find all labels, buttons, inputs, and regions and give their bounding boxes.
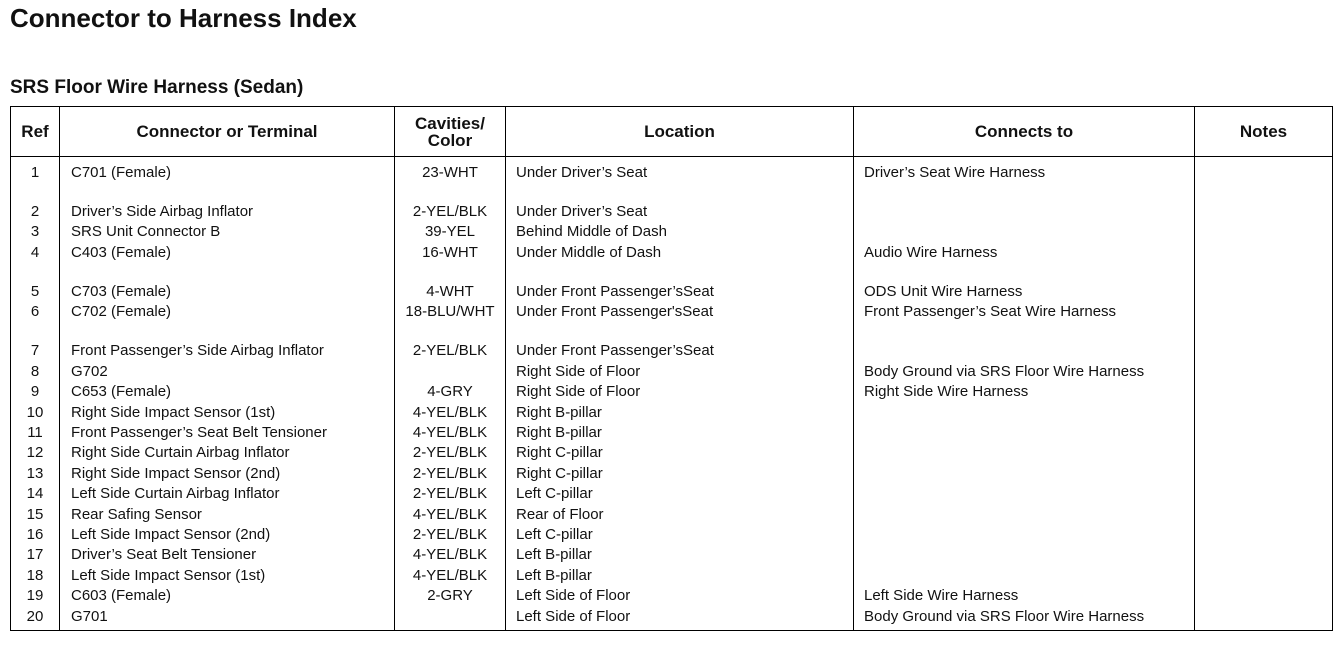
cell-connects-to: Front Passenger’s Seat Wire Harness: [864, 303, 1117, 320]
cell-ref: 10: [26, 404, 44, 421]
cell-location: Under Middle of Dash: [516, 244, 662, 261]
cell-ref: 11: [27, 424, 43, 441]
cell-cavities: 4-GRY: [427, 383, 473, 400]
harness-index-table: [10, 106, 1333, 631]
cell-connector: Left Side Curtain Airbag Inflator: [71, 485, 280, 502]
cell-connector: C603 (Female): [71, 587, 172, 604]
cell-ref: 8: [30, 363, 40, 380]
cell-location: Under Driver’s Seat: [516, 203, 648, 220]
column-divider: [505, 107, 506, 630]
cell-ref: 4: [30, 244, 40, 261]
cell-ref: 12: [26, 444, 44, 461]
column-divider: [59, 107, 60, 630]
cell-location: Left B-pillar: [516, 567, 592, 584]
cell-connector: C702 (Female): [71, 303, 172, 320]
cell-connector: Driver’s Seat Belt Tensioner: [71, 546, 257, 563]
cell-location: Left B-pillar: [516, 546, 592, 563]
cell-connects-to: Audio Wire Harness: [864, 244, 998, 261]
cell-cavities: 18-BLU/WHT: [405, 303, 495, 320]
cell-ref: 19: [26, 587, 44, 604]
header-connector: Connector or Terminal: [136, 122, 318, 141]
cell-cavities: 2-YEL/BLK: [412, 465, 488, 482]
cell-location: Under Front Passenger’sSeat: [516, 283, 714, 300]
cell-ref: 16: [26, 526, 44, 543]
cell-location: Left C-pillar: [516, 485, 593, 502]
cell-location: Right B-pillar: [516, 424, 602, 441]
cell-ref: 13: [26, 465, 44, 482]
cell-ref: 3: [30, 223, 40, 240]
column-divider: [853, 107, 854, 630]
cell-connects-to: Body Ground via SRS Floor Wire Harness: [864, 608, 1145, 625]
cell-location: Under Front Passenger’sSeat: [516, 342, 714, 359]
cell-ref: 2: [30, 203, 40, 220]
cell-cavities: 39-YEL: [424, 223, 476, 240]
cell-connector: SRS Unit Connector B: [71, 223, 221, 240]
cell-ref: 18: [26, 567, 44, 584]
cell-ref: 7: [30, 342, 40, 359]
cell-connector: C701 (Female): [71, 164, 172, 181]
header-location: Location: [644, 122, 715, 141]
cell-connector: G702: [71, 363, 108, 380]
cell-connector: Front Passenger’s Seat Belt Tensioner: [71, 424, 327, 441]
cell-cavities: 2-YEL/BLK: [412, 485, 488, 502]
section-title: SRS Floor Wire Harness (Sedan): [10, 77, 304, 98]
cell-cavities: 4-WHT: [426, 283, 474, 300]
cell-cavities: 4-YEL/BLK: [412, 567, 488, 584]
cell-location: Right C-pillar: [516, 465, 603, 482]
cell-connects-to: Right Side Wire Harness: [864, 383, 1029, 400]
cell-ref: 15: [26, 506, 44, 523]
cell-cavities: 4-YEL/BLK: [412, 404, 488, 421]
cell-connector: Left Side Impact Sensor (2nd): [71, 526, 271, 543]
cell-connector: Right Side Impact Sensor (2nd): [71, 465, 281, 482]
cell-cavities: 2-YEL/BLK: [412, 203, 488, 220]
cell-connector: Rear Safing Sensor: [71, 506, 202, 523]
cell-ref: 9: [30, 383, 40, 400]
cell-location: Rear of Floor: [516, 506, 604, 523]
cell-connects-to: Body Ground via SRS Floor Wire Harness: [864, 363, 1145, 380]
cell-cavities: 2-GRY: [427, 587, 473, 604]
cell-location: Behind Middle of Dash: [516, 223, 667, 240]
cell-connector: C653 (Female): [71, 383, 172, 400]
cell-location: Right C-pillar: [516, 444, 603, 461]
cell-connector: C403 (Female): [71, 244, 172, 261]
column-divider: [1194, 107, 1195, 630]
cell-location: Right Side of Floor: [516, 363, 641, 380]
cell-location: Under Front Passenger'sSeat: [516, 303, 714, 320]
header-connects-to: Connects to: [974, 122, 1074, 141]
cell-location: Right B-pillar: [516, 404, 602, 421]
cell-cavities: 4-YEL/BLK: [412, 546, 488, 563]
cell-connector: Left Side Impact Sensor (1st): [71, 567, 266, 584]
cell-cavities: 16-WHT: [422, 244, 478, 261]
cell-location: Left Side of Floor: [516, 608, 631, 625]
cell-location: Right Side of Floor: [516, 383, 641, 400]
cell-connector: G701: [71, 608, 108, 625]
cell-connector: Right Side Impact Sensor (1st): [71, 404, 276, 421]
cell-connector: Right Side Curtain Airbag Inflator: [71, 444, 290, 461]
cell-cavities: 4-YEL/BLK: [412, 506, 488, 523]
cell-connects-to: ODS Unit Wire Harness: [864, 283, 1023, 300]
cell-location: Under Driver’s Seat: [516, 164, 648, 181]
cell-cavities: 2-YEL/BLK: [412, 444, 488, 461]
cell-ref: 17: [26, 546, 44, 563]
cell-cavities: 23-WHT: [422, 164, 478, 181]
header-notes: Notes: [1239, 122, 1288, 141]
cell-location: Left C-pillar: [516, 526, 593, 543]
cell-ref: 1: [30, 164, 40, 181]
cell-cavities: 4-YEL/BLK: [412, 424, 488, 441]
cell-connector: C703 (Female): [71, 283, 172, 300]
cell-cavities: 2-YEL/BLK: [412, 526, 488, 543]
cell-connector: Front Passenger’s Side Airbag Inflator: [71, 342, 324, 359]
cell-cavities: 2-YEL/BLK: [412, 342, 488, 359]
cell-location: Left Side of Floor: [516, 587, 631, 604]
header-divider: [11, 156, 1332, 157]
header-cavities: Cavities/ Color: [415, 113, 485, 150]
cell-ref: 6: [30, 303, 40, 320]
cell-ref: 14: [26, 485, 44, 502]
cell-connects-to: Left Side Wire Harness: [864, 587, 1019, 604]
cell-connects-to: Driver’s Seat Wire Harness: [864, 164, 1046, 181]
cell-ref: 20: [26, 608, 44, 625]
page-title: Connector to Harness Index: [10, 3, 357, 33]
cell-connector: Driver’s Side Airbag Inflator: [71, 203, 254, 220]
cell-ref: 5: [30, 283, 40, 300]
header-ref: Ref: [21, 122, 49, 141]
